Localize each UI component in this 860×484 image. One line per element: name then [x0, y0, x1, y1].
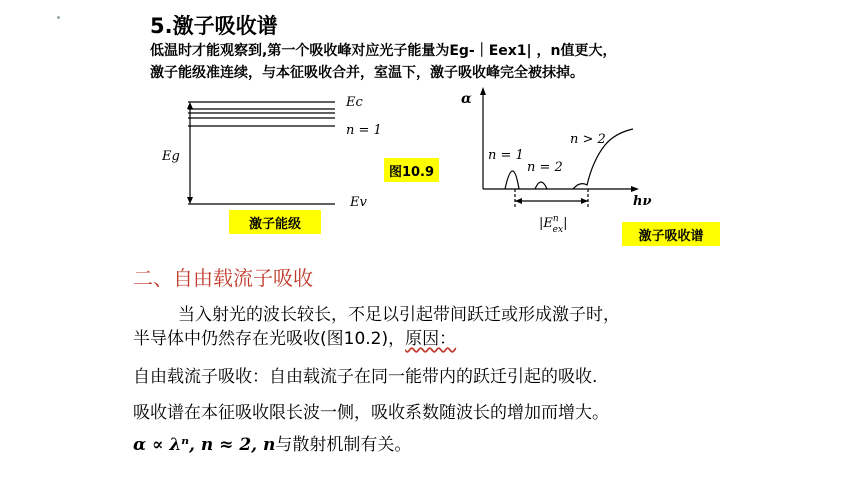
decorative-dot [57, 16, 60, 19]
reason-keyword: 原因： [405, 329, 457, 349]
alpha-axis-label: α [461, 91, 472, 107]
n1-peak [505, 171, 519, 189]
ngt2-label: n > 2 [570, 132, 606, 147]
paragraph-1-line-1: 当入射光的波长较长，不足以引起带间跃迁或形成激子时， [178, 305, 620, 325]
eg-label: Eg [162, 149, 180, 164]
ev-label: Ev [350, 195, 367, 210]
spectrum-caption: 激子吸收谱 [622, 222, 720, 246]
intro-line-2: 激子能级准连续，与本征吸收合并，室温下，激子吸收峰完全被抹掉。 [150, 65, 584, 81]
formula-text: 与散射机制有关。 [275, 435, 412, 455]
intro-line-1: 低温时才能观察到,第一个吸收峰对应光子能量为Eg-｜Eex1| ，n值更大， [150, 43, 617, 59]
exciton-level-caption: 激子能级 [229, 210, 321, 234]
n1-label: n = 1 [346, 123, 382, 138]
n2-peak [535, 182, 547, 189]
formula-math: α ∝ λⁿ, n ≈ 2, n [133, 435, 276, 455]
paragraph-1-line-2: 半导体中仍然存在光吸收(图10.2)，原因： [133, 329, 457, 349]
n1-peak-label: n = 1 [488, 148, 524, 163]
paragraph-2: 自由载流子吸收：自由载流子在同一能带内的跃迁引起的吸收. [133, 367, 598, 387]
slide-title: 5.激子吸收谱 [150, 14, 278, 38]
exciton-absorption-spectrum [455, 85, 675, 245]
figure-label: 图10.9 [384, 158, 439, 182]
eex-label: $|E^n$ ex| [539, 214, 568, 235]
section-heading: 二、自由载流子吸收 [133, 266, 313, 290]
hv-axis-label: hν [633, 194, 652, 209]
formula-line [133, 430, 411, 455]
paragraph-3: 吸收谱在本征吸收限长波一侧，吸收系数随波长的增加而增大。 [133, 403, 609, 423]
n2-peak-label: n = 2 [527, 160, 563, 175]
ec-label: Ec [346, 95, 363, 110]
